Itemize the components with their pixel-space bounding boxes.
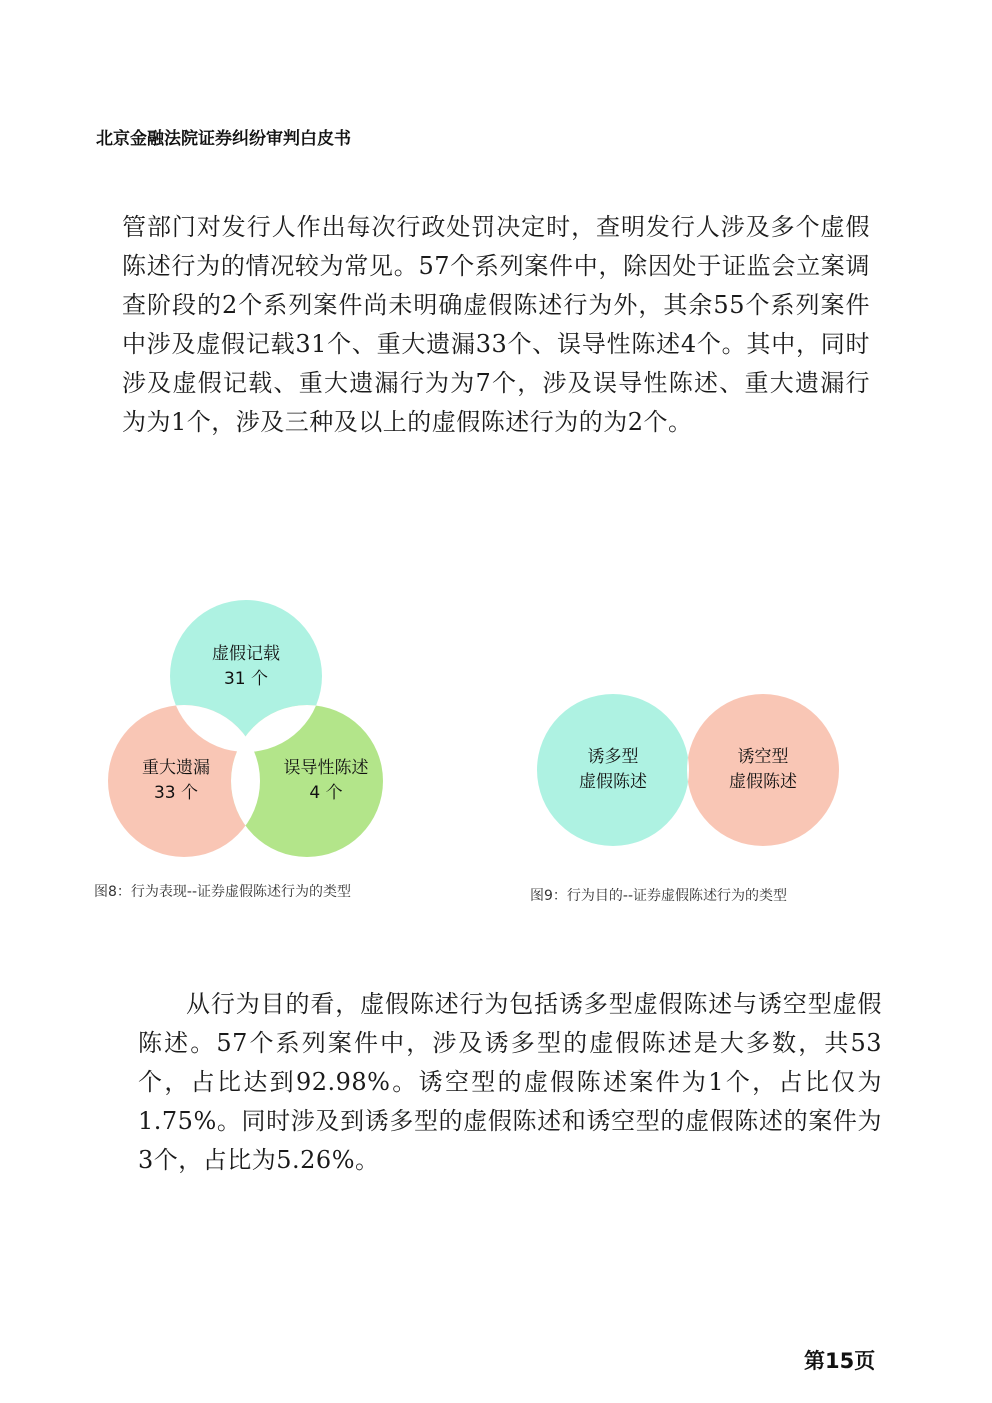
figure-8-caption: 图8：行为表现--证券虚假陈述行为的类型 bbox=[94, 884, 352, 900]
figure-8-circles bbox=[96, 590, 416, 865]
circle-label-bearish-type bbox=[708, 745, 818, 795]
label-line-2: 虚假陈述 bbox=[579, 772, 647, 792]
label-line-1: 误导性陈述 bbox=[283, 758, 369, 778]
circle-label-false-record bbox=[196, 642, 296, 692]
label-line-2: 虚假陈述 bbox=[729, 772, 797, 792]
document-header: 北京金融法院证券纠纷审判白皮书 bbox=[96, 129, 351, 149]
body-paragraph-1: 管部门对发行人作出每次行政处罚决定时，查明发行人涉及多个虚假陈述行为的情况较为常见。57个系列案件中，除因处于证监会立案调查阶段的2个系列案件尚未明确虚假陈述行为外，其余55个系列案件中涉及虚假记载31个、重大遗漏33个、误导性陈述4个。其中，同时涉及虚假记载、重大遗漏行为为7个，涉及误导性陈述、重大遗漏行为为1个，涉及三种及以上的虚假陈述行为的为2个。 bbox=[122, 213, 870, 436]
circle-label-major-omission bbox=[126, 756, 226, 806]
label-line-1: 虚假记载 bbox=[212, 644, 280, 664]
label-line-1: 诱空型 bbox=[737, 747, 789, 767]
label-line-2: 33 个 bbox=[153, 783, 199, 803]
figure-9-venn-diagram bbox=[530, 678, 840, 863]
page-number: 第15页 bbox=[804, 1349, 876, 1373]
label-line-1: 诱多型 bbox=[587, 747, 639, 767]
label-line-2: 31 个 bbox=[223, 669, 269, 689]
figure-9-caption: 图9：行为目的--证券虚假陈述行为的类型 bbox=[530, 888, 788, 904]
label-line-1: 重大遗漏 bbox=[142, 758, 210, 778]
circle-label-bullish-type bbox=[558, 745, 668, 795]
label-line-2: 4 个 bbox=[309, 783, 343, 803]
body-paragraph-2: 从行为目的看，虚假陈述行为包括诱多型虚假陈述与诱空型虚假陈述。57个系列案件中，涉及诱多型的虚假陈述是大多数，共53个，占比达到92.98%。诱空型的虚假陈述案件为1个，占比仅为1.75%。同时涉及到诱多型的虚假陈述和诱空型的虚假陈述的案件为3个，占比为5.26%。 bbox=[138, 990, 882, 1174]
figure-8-venn-diagram bbox=[96, 590, 416, 865]
circle-label-misleading-statement bbox=[261, 756, 391, 806]
